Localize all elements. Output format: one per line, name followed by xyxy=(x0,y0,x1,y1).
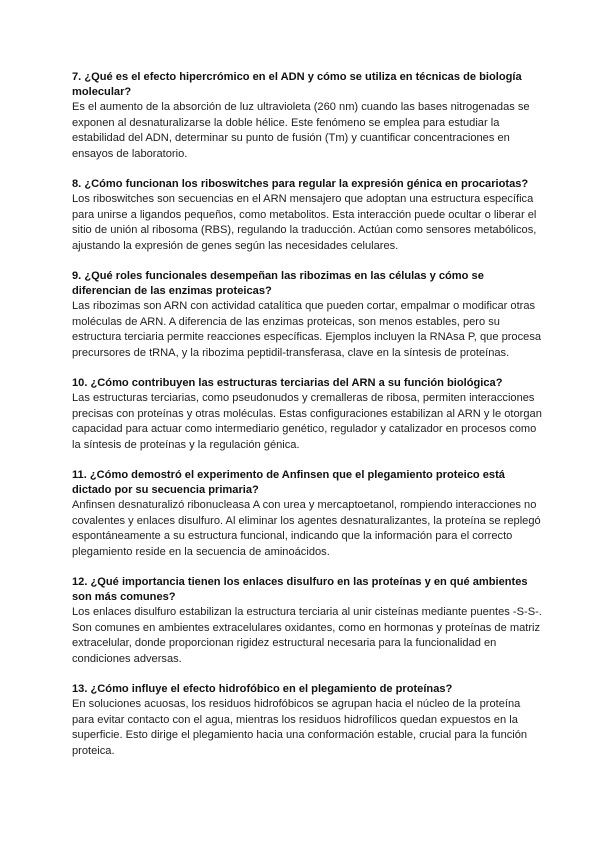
qa-item-8 xyxy=(72,177,542,254)
question-heading: 11. ¿Cómo demostró el experimento de Anfinsen que el plegamiento proteico está dictado por su secuencia primaria? xyxy=(72,469,505,496)
answer-paragraph: Anfinsen desnaturalizó ribonucleasa A con urea y mercaptoetanol, rompiendo interacciones no covalentes y enlaces disulfuro. Al eliminar los agentes desnaturalizantes, la proteína se replegó espontáneamente a su estructura funcional, indicando que la información para el correcto plegamiento reside en la secuencia de aminoácidos. xyxy=(72,499,541,558)
answer-paragraph: Es el aumento de la absorción de luz ultravioleta (260 nm) cuando las bases nitrogenadas se exponen al desnaturalizarse la doble hélice. Este fenómeno se emplea para estudiar la estabilidad del ADN, determinar su punto de fusión (Tm) y cuantificar concentraciones en ensayos de laboratorio. xyxy=(72,101,530,160)
question-heading: 10. ¿Cómo contribuyen las estructuras terciarias del ARN a su función biológica? xyxy=(72,377,503,389)
document-body xyxy=(72,70,542,774)
answer-paragraph: Las estructuras terciarias, como pseudonudos y cremalleras de ribosa, permiten interacciones precisas con proteínas y otras moléculas. Estas configuraciones estabilizan al ARN y le otorgan capacidad para actuar como intermediario genético, regulador y catalizador en procesos como la síntesis de proteínas y la regulación génica. xyxy=(72,392,542,451)
question-heading: 7. ¿Qué es el efecto hipercrómico en el ADN y cómo se utiliza en técnicas de biología molecular? xyxy=(72,71,522,98)
qa-item-13 xyxy=(72,682,542,759)
answer-paragraph: Los riboswitches son secuencias en el ARN mensajero que adoptan una estructura específica para unirse a ligandos pequeños, como metabolitos. Esta interacción puede ocultar o liberar el sitio de unión al ribosoma (RBS), regulando la traducción. Actúan como sensores metabólicos, ajustando la expresión de genes según las necesidades celulares. xyxy=(72,193,537,252)
answer-paragraph: Los enlaces disulfuro estabilizan la estructura terciaria al unir cisteínas mediante puentes -S-S-. Son comunes en ambientes extracelulares oxidantes, como en hormonas y proteínas de matriz extracelular, donde proporcionan rigidez estructural necesaria para la funcionalidad en condiciones adversas. xyxy=(72,606,542,665)
question-heading: 9. ¿Qué roles funcionales desempeñan las ribozimas en las células y cómo se diferencian de las enzimas proteicas? xyxy=(72,270,484,297)
qa-item-7 xyxy=(72,70,542,162)
qa-item-12 xyxy=(72,575,542,667)
answer-paragraph: En soluciones acuosas, los residuos hidrofóbicos se agrupan hacia el núcleo de la proteína para evitar contacto con el agua, mientras los residuos hidrofílicos quedan expuestos en la superficie. Esto dirige el plegamiento hacia una conformación estable, crucial para la función proteica. xyxy=(72,698,528,757)
question-heading: 12. ¿Qué importancia tienen los enlaces disulfuro en las proteínas y en qué ambientes son más comunes? xyxy=(72,576,528,603)
question-heading: 13. ¿Cómo influye el efecto hidrofóbico en el plegamiento de proteínas? xyxy=(72,683,453,695)
question-heading: 8. ¿Cómo funcionan los riboswitches para regular la expresión génica en procariotas? xyxy=(72,178,529,190)
qa-item-10 xyxy=(72,376,542,453)
qa-item-11 xyxy=(72,468,542,560)
answer-paragraph: Las ribozimas son ARN con actividad catalítica que pueden cortar, empalmar o modificar otras moléculas de ARN. A diferencia de las enzimas proteicas, son menos estables, pero su estructura terciaria permite reacciones específicas. Ejemplos incluyen la RNAsa P, que procesa precursores de tRNA, y la ribozima peptidil-transferasa, clave en la síntesis de proteínas. xyxy=(72,300,542,359)
qa-item-9 xyxy=(72,269,542,361)
